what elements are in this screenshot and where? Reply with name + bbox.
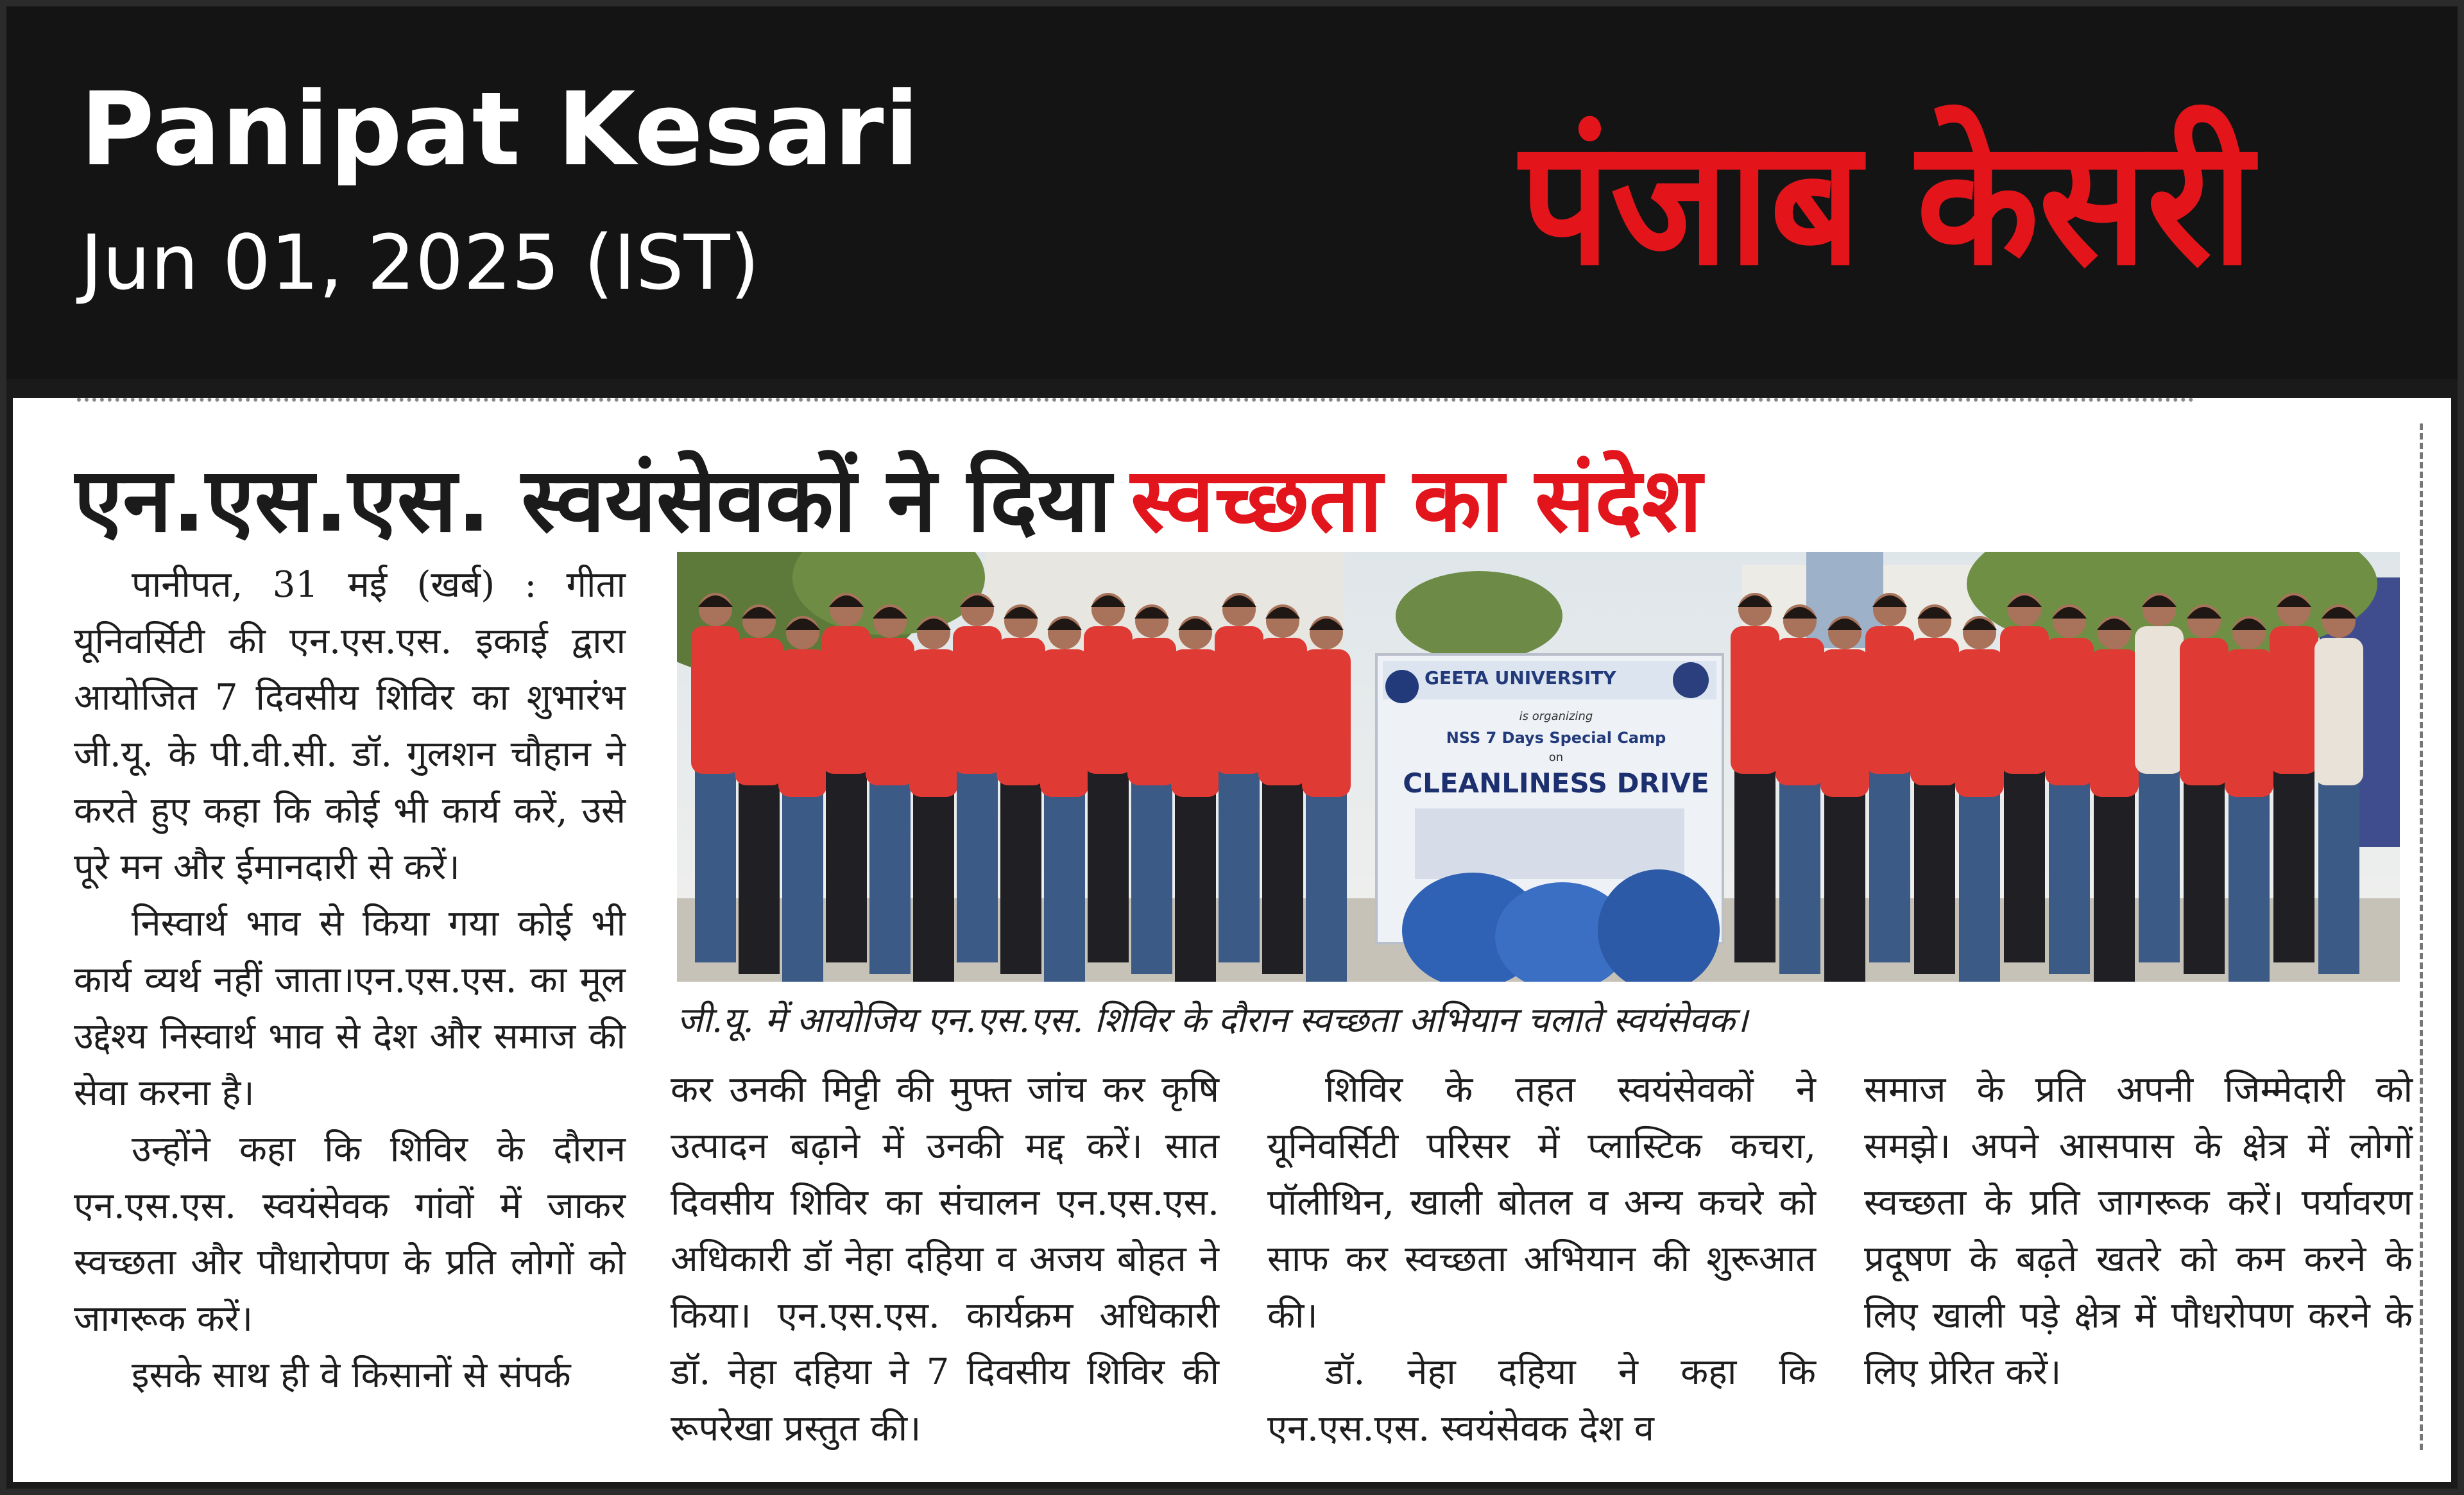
paragraph: डॉ. नेहा दहिया ने कहा कि एन.एस.एस. स्वयंसेवक देश व	[1267, 1351, 1816, 1449]
student-figure	[2270, 593, 2318, 962]
banner-on: on	[1548, 751, 1564, 764]
article-column-1	[74, 557, 626, 1404]
paragraph: कर उनकी मिट्टी की मुफ्त जांच कर कृषि उत्पादन बढ़ाने में उनकी मद्द करें। सात दिवसीय शिविर का संचालन एन.एस.एस. अधिकारी डॉ नेहा दहिया व अजय बोहत ने किया। एन.एस.एस. कार्यक्रम अधिकारी डॉ. नेहा दहिया ने 7 दिवसीय शिविर की रूपरेखा प्रस्तुत की।	[671, 1069, 1219, 1449]
newspaper-logo: पंजाब केसरी	[1519, 101, 2254, 303]
student-figure	[2180, 604, 2229, 974]
column-rule	[2420, 423, 2423, 1450]
student-figure	[778, 616, 827, 982]
student-figure	[735, 604, 783, 974]
cut-line	[77, 398, 2194, 411]
student-figure	[953, 593, 1002, 962]
newspaper-page	[13, 398, 2451, 1482]
student-figure	[1171, 616, 1220, 982]
article-column-4	[1864, 1062, 2413, 1401]
student-figure	[2135, 593, 2184, 962]
student-figure	[822, 593, 871, 962]
student-figure	[909, 616, 958, 982]
article-column-2	[671, 1062, 1219, 1457]
student-figure	[1865, 593, 1914, 962]
publication-date: Jun 01, 2025 (IST)	[80, 218, 760, 307]
article-column-3	[1267, 1062, 1816, 1457]
student-figure	[1127, 604, 1176, 974]
student-figure	[2000, 593, 2049, 962]
student-figure	[1215, 593, 1263, 962]
student-figure	[691, 593, 740, 962]
paragraph: निस्वार्थ भाव से किया गया कोई भी कार्य व्यर्थ नहीं जाता।एन.एस.एस. का मूल उद्देश्य निस्वार्थ भाव से देश और समाज की सेवा करना है।	[74, 903, 626, 1114]
banner-drive: CLEANLINESS DRIVE	[1403, 767, 1709, 799]
student-figure	[1258, 604, 1307, 974]
paragraph: पानीपत, 31 मई (खर्ब) : गीता यूनिवर्सिटी की एन.एस.एस. इकाई द्वारा आयोजित 7 दिवसीय शिविर का शुभारंभ जी.यू. के पी.वी.सी. डॉ. गुलशन चौहान ने करते हुए कहा कि कोई भी कार्य करें, उसे पूरे मन और ईमानदारी से करें।	[74, 564, 626, 888]
student-figure	[2314, 604, 2363, 974]
headline-red: स्वच्छता का संदेश	[1131, 448, 1702, 552]
headline-black: एन.एस.एस. स्वयंसेवकों ने दिया	[74, 448, 1112, 552]
photo-caption: जी.यू. में आयोजिय एन.एस.एस. शिविर के दौरान स्वच्छता अभियान चलाते स्वयंसेवक।	[677, 1000, 1749, 1040]
article-photo	[677, 552, 2400, 982]
clipping-frame	[6, 6, 2458, 1489]
student-figure	[2225, 616, 2273, 982]
group-photo-image	[677, 552, 2400, 982]
paragraph: शिविर के तहत स्वयंसेवकों ने यूनिवर्सिटी परिसर में प्लास्टिक कचरा, पॉलीथिन, खाली बोतल व अन्य कचरे को साफ कर स्वच्छता अभियान की शुरूआत की।	[1267, 1069, 1816, 1337]
student-figure	[1731, 593, 1779, 962]
student-figure	[1955, 616, 2004, 982]
clipping-header	[6, 6, 2458, 379]
student-figure	[866, 604, 914, 974]
banner-university: GEETA UNIVERSITY	[1425, 667, 1616, 688]
banner-presents: is organizing	[1519, 710, 1593, 723]
student-figure	[1040, 616, 1089, 982]
banner-camp: NSS 7 Days Special Camp	[1446, 729, 1666, 747]
article-headline	[74, 436, 2422, 565]
paragraph: समाज के प्रति अपनी जिम्मेदारी को समझे। अपने आसपास के क्षेत्र में लोगों स्वच्छता के प्रति जागरूक करें। पर्यावरण प्रदूषण के बढ़ते खतरे को कम करने के लिए खाली पड़े क्षेत्र में पौधरोपण करने के लिए प्रेरित करें।	[1864, 1069, 2413, 1393]
student-figure	[997, 604, 1045, 974]
student-figure	[2090, 616, 2139, 982]
paragraph: इसके साथ ही वे किसानों से संपर्क	[132, 1354, 571, 1396]
student-figure	[2045, 604, 2094, 974]
student-figure	[1775, 604, 1824, 974]
student-figure	[1084, 593, 1133, 962]
student-figure	[1820, 616, 1869, 982]
student-figure	[1910, 604, 1959, 974]
paragraph: उन्होंने कहा कि शिविर के दौरान एन.एस.एस. स्वयंसेवक गांवों में जाकर स्वच्छता और पौधारोपण के प्रति लोगों को जागरूक करें।	[74, 1129, 626, 1340]
publication-name: Panipat Kesari	[80, 71, 920, 189]
student-figure	[1302, 616, 1351, 982]
